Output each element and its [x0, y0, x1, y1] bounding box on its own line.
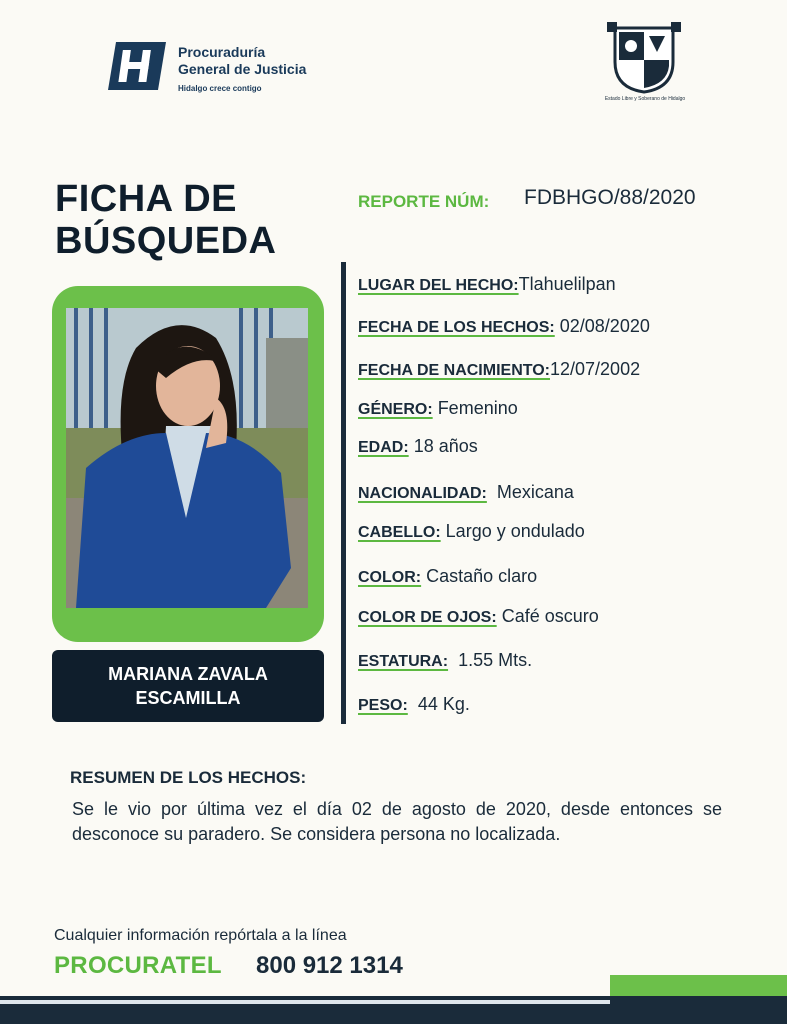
report-number-value: FDBHGO/88/2020: [524, 186, 696, 209]
field-label: PESO:: [358, 697, 408, 714]
field-genero: [358, 398, 518, 419]
field-peso: [358, 694, 470, 715]
field-value: Café oscuro: [501, 606, 599, 626]
field-label: CABELLO:: [358, 524, 441, 541]
contact-line: Cualquier información repórtala a la línea: [54, 927, 347, 944]
field-color: [358, 566, 537, 587]
seal-caption: Estado Libre y Soberano de Hidalgo: [604, 96, 686, 102]
field-value: Femenino: [437, 398, 518, 418]
field-label: ESTATURA:: [358, 653, 449, 670]
footer-green-bar: [610, 975, 787, 997]
field-edad: [358, 436, 478, 457]
field-value: 18 años: [413, 436, 478, 456]
field-fecha-nacimiento: [358, 359, 640, 380]
summary-text: Se le vio por última vez el día 02 de agosto de 2020, desde entonces se desconoce su paradero. Se considera persona no localizada.: [72, 799, 722, 844]
divider-line: [341, 262, 346, 724]
pgj-logo-text: [178, 44, 306, 97]
field-label: EDAD:: [358, 439, 409, 456]
field-color-ojos: [358, 606, 599, 627]
logo-tagline: Hidalgo crece contigo: [178, 84, 262, 93]
person-photo: [66, 308, 308, 608]
field-fecha-hechos: [358, 316, 650, 337]
field-label: LUGAR DEL HECHO:: [358, 277, 519, 294]
state-seal-icon: [605, 22, 683, 94]
field-value: Largo y ondulado: [445, 521, 585, 541]
pgj-logo-icon: [108, 42, 166, 90]
logo-title-line1: Procuraduría: [178, 44, 266, 60]
field-value: 44 Kg.: [417, 694, 470, 714]
field-value: Mexicana: [496, 482, 574, 502]
summary-title: RESUMEN DE LOS HECHOS:: [70, 768, 307, 787]
field-label: FECHA DE NACIMIENTO:: [358, 362, 550, 379]
logo-title-line2: General de Justicia: [178, 61, 307, 77]
title-line1: FICHA DE: [55, 178, 238, 220]
field-label: GÉNERO:: [358, 401, 433, 418]
field-label: NACIONALIDAD:: [358, 485, 487, 502]
person-name-line2: ESCAMILLA: [135, 688, 241, 708]
footer-light-stripe: [0, 1000, 610, 1004]
field-nacionalidad: [358, 482, 574, 503]
page-title: [55, 178, 276, 262]
field-cabello: [358, 521, 585, 542]
field-label: COLOR:: [358, 569, 422, 586]
field-value: Tlahuelilpan: [518, 274, 616, 294]
field-label: COLOR DE OJOS:: [358, 609, 497, 626]
report-number-label: REPORTE NÚM:: [358, 192, 490, 211]
procuratel-label: PROCURATEL: [54, 952, 222, 979]
field-estatura: [358, 650, 532, 671]
field-lugar: [358, 274, 616, 295]
person-name-box: [52, 650, 324, 722]
person-name-line1: MARIANA ZAVALA: [108, 664, 268, 684]
field-value: 12/07/2002: [550, 359, 641, 379]
phone-number: 800 912 1314: [256, 952, 403, 979]
field-value: 02/08/2020: [559, 316, 650, 336]
field-label: FECHA DE LOS HECHOS:: [358, 319, 555, 336]
field-value: 1.55 Mts.: [458, 650, 533, 670]
field-value: Castaño claro: [426, 566, 538, 586]
title-line2: BÚSQUEDA: [55, 220, 277, 262]
